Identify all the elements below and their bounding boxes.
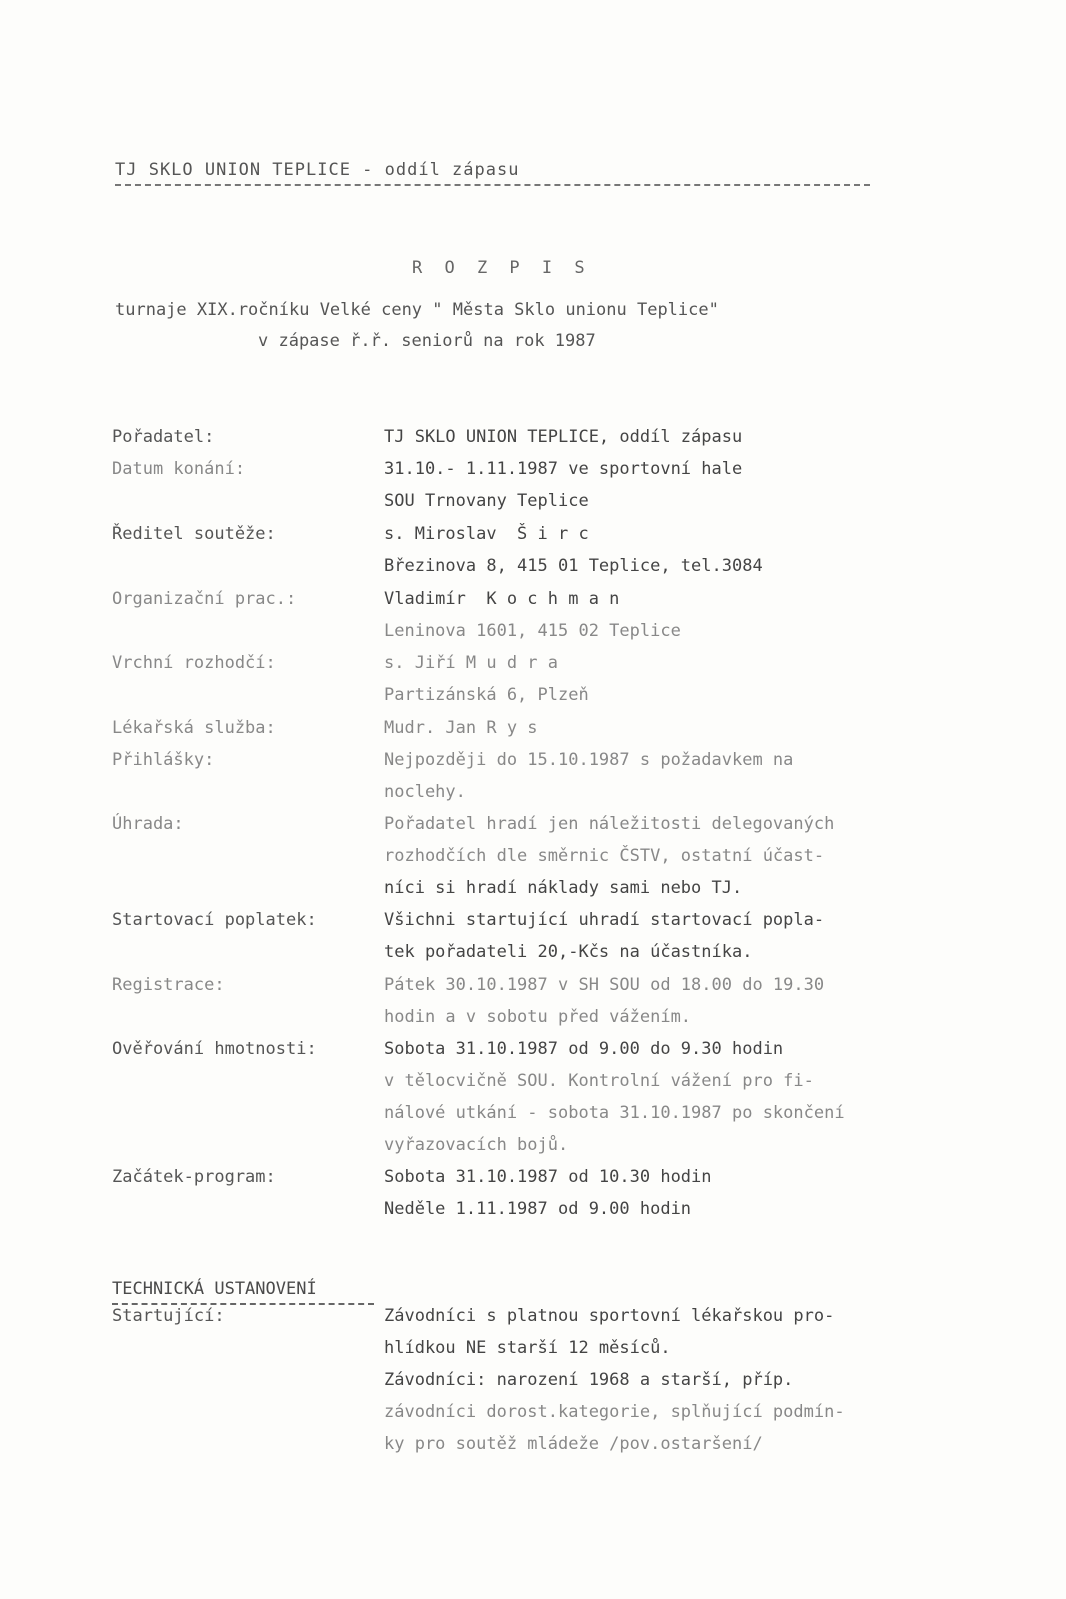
value-uhrada-3: níci si hradí náklady sami nebo TJ. [384,878,743,898]
label-startujici: Startující: [112,1306,225,1326]
value-datum-1: 31.10.- 1.11.1987 ve sportovní hale [384,459,743,479]
label-prihlasky: Přihlášky: [112,750,215,770]
label-program: Začátek-program: [112,1167,276,1187]
value-startujici-5: ky pro soutěž mládeže /pov.ostaršení/ [384,1434,763,1454]
label-reditel: Ředitel soutěže: [112,524,276,544]
value-rozhodci-2: Partizánská 6, Plzeň [384,685,589,705]
label-hmotnost: Ověřování hmotnosti: [112,1039,317,1059]
label-lekarska: Lékařská služba: [112,718,276,738]
value-poradatel: TJ SKLO UNION TEPLICE, oddíl zápasu [384,427,743,447]
value-organizacni-1: Vladimír K o c h m a n [384,589,620,609]
subtitle-line-2: v zápase ř.ř. seniorů na rok 1987 [258,331,596,351]
value-startujici-1: Závodníci s platnou sportovní lékařskou pro- [384,1306,835,1326]
value-poplatek-2: tek pořadateli 20,-Kčs na účastníka. [384,942,753,962]
label-poplatek: Startovací poplatek: [112,910,317,930]
club-header: TJ SKLO UNION TEPLICE - oddíl zápasu [115,160,520,180]
label-poradatel: Pořadatel: [112,427,215,447]
value-reditel-2: Březinova 8, 415 01 Teplice, tel.3084 [384,556,763,576]
section-heading: TECHNICKÁ USTANOVENÍ [112,1279,317,1299]
value-prihlasky-2: noclehy. [384,782,466,802]
value-datum-2: SOU Trnovany Teplice [384,491,589,511]
value-uhrada-1: Pořadatel hradí jen náležitosti delegovaných [384,814,835,834]
label-uhrada: Úhrada: [112,814,184,834]
header-underline [115,184,870,186]
value-hmotnost-3: nálové utkání - sobota 31.10.1987 po skončení [384,1103,845,1123]
value-program-2: Neděle 1.11.1987 od 9.00 hodin [384,1199,692,1219]
document-title: R O Z P I S [412,258,591,278]
value-registrace-2: hodin a v sobotu před vážením. [384,1007,692,1027]
value-hmotnost-4: vyřazovacích bojů. [384,1135,569,1155]
value-program-1: Sobota 31.10.1987 od 10.30 hodin [384,1167,712,1187]
section-underline [112,1303,374,1305]
value-lekarska: Mudr. Jan R y s [384,718,538,738]
label-rozhodci: Vrchní rozhodčí: [112,653,276,673]
value-registrace-1: Pátek 30.10.1987 v SH SOU od 18.00 do 19.30 [384,975,825,995]
value-uhrada-2: rozhodčích dle směrnic ČSTV, ostatní účast- [384,846,825,866]
value-prihlasky-1: Nejpozději do 15.10.1987 s požadavkem na [384,750,794,770]
label-registrace: Registrace: [112,975,225,995]
value-rozhodci-1: s. Jiří M u d r a [384,653,558,673]
value-organizacni-2: Leninova 1601, 415 02 Teplice [384,621,681,641]
label-datum: Datum konání: [112,459,246,479]
value-startujici-2: hlídkou NE starší 12 měsíců. [384,1338,671,1358]
value-startujici-4: závodníci dorost.kategorie, splňující podmín- [384,1402,845,1422]
value-poplatek-1: Všichni startující uhradí startovací popla- [384,910,825,930]
value-hmotnost-1: Sobota 31.10.1987 od 9.00 do 9.30 hodin [384,1039,784,1059]
value-startujici-3: Závodníci: narození 1968 a starší, příp. [384,1370,794,1390]
value-reditel-1: s. Miroslav Š i r c [384,524,589,544]
value-hmotnost-2: v tělocvičně SOU. Kontrolní vážení pro fi- [384,1071,814,1091]
subtitle-line-1: turnaje XIX.ročníku Velké ceny " Města Sklo unionu Teplice" [115,300,719,320]
label-organizacni: Organizační prac.: [112,589,297,609]
